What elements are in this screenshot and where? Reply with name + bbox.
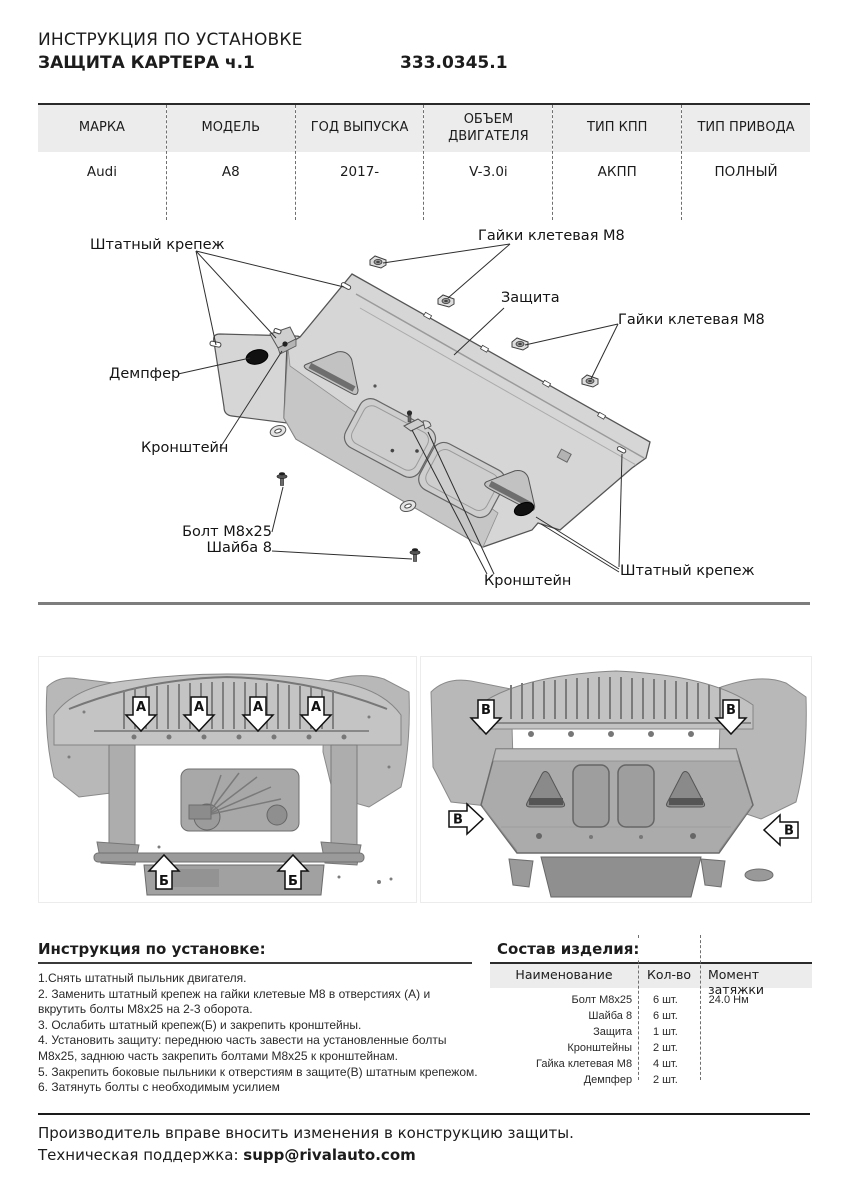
part-name: Кронштейны: [567, 1042, 633, 1054]
spec-value: АКПП: [597, 164, 637, 180]
arrow-a-label: А: [252, 700, 264, 715]
part-qty: 2 шт.: [652, 1042, 678, 1054]
part-name: Болт М8х25: [571, 994, 633, 1006]
spec-value: 2017-: [339, 164, 380, 180]
bolt-m8-part: [410, 548, 420, 561]
parts-rule: [490, 962, 812, 964]
spec-value: V-3.0i: [469, 164, 508, 180]
section-divider: [38, 602, 810, 605]
bolt-m8-part: [277, 472, 287, 485]
parts-row: [490, 1024, 812, 1040]
bumper-beam: [54, 674, 401, 745]
arrow-a-label: А: [135, 700, 147, 715]
product-title: ЗАЩИТА КАРТЕРА ч.1: [38, 53, 255, 73]
label-bracket-center: Кронштейн: [484, 573, 572, 589]
spec-header: ОБЪЕМ ДВИГАТЕЛЯ: [424, 105, 552, 152]
arrow-a-label: А: [193, 700, 205, 715]
spec-column-drive: [681, 105, 810, 220]
cage-nut: [582, 375, 598, 387]
underbody-photo-after: [421, 657, 811, 902]
part-torque: 24.0 Нм: [708, 994, 749, 1006]
installation-instructions: [38, 940, 480, 1096]
spec-column-gearbox: [552, 105, 681, 220]
spec-column-model: [166, 105, 295, 220]
spec-header: МАРКА: [38, 105, 166, 152]
parts-header-qty: Кол-во: [646, 967, 692, 982]
arrow-v-label: В: [784, 823, 794, 839]
label-bolt-washer: [182, 524, 272, 556]
spec-value: A8: [221, 164, 240, 180]
exhaust-parts: [541, 857, 701, 897]
instruction-step: 2. Заменить штатный крепеж на гайки клетевые М8 в отверстиях (А) и вкрутить болты М8х25 на 2-3 оборота.: [38, 986, 431, 1017]
part-qty: 6 шт.: [652, 1010, 678, 1022]
support-email[interactable]: supp@rivalauto.com: [243, 1146, 416, 1164]
part-name: Защита: [593, 1026, 633, 1038]
instruction-step: 6. Затянуть болты с необходимым усилием: [38, 1080, 280, 1095]
spec-column-engine: [423, 105, 552, 220]
support-label: Техническая поддержка:: [38, 1146, 239, 1164]
cage-nut: [512, 338, 528, 350]
label-standard-fastener-bottom: Штатный крепеж: [620, 563, 755, 579]
label-bracket-left: Кронштейн: [141, 440, 229, 456]
label-washer: Шайба 8: [206, 540, 272, 556]
bumper-beam: [479, 671, 753, 729]
spec-header: ТИП ПРИВОДА: [682, 105, 810, 152]
cage-nut: [438, 295, 454, 307]
label-cage-nuts-right: Гайки клетевая М8: [618, 312, 765, 328]
skid-plate-drawing: [38, 218, 810, 602]
part-qty: 6 шт.: [652, 994, 678, 1006]
parts-title: Состав изделия:: [497, 940, 643, 958]
instruction-step: 3. Ослабить штатный крепеж(Б) и закрепить кронштейны.: [38, 1017, 362, 1032]
underbody-photo-before: [39, 657, 416, 902]
part-qty: 1 шт.: [652, 1026, 678, 1038]
product-title-row: [38, 53, 810, 73]
arrow-b-label: Б: [288, 874, 298, 889]
shelf-bolts: [528, 731, 694, 737]
parts-row: [490, 992, 812, 1008]
label-damper: Демпфер: [109, 366, 181, 382]
arrow-b-label: Б: [159, 874, 169, 889]
debris: [745, 869, 773, 881]
spec-value: Audi: [86, 164, 117, 180]
document-header: [38, 30, 810, 73]
left-under-part: [509, 859, 533, 887]
spec-header: ТИП КПП: [553, 105, 681, 152]
part-qty: 4 шт.: [652, 1058, 678, 1070]
exploded-view-diagram: [38, 218, 810, 602]
part-name: Шайба 8: [588, 1010, 633, 1022]
spec-column-year: [295, 105, 424, 220]
instruction-step: 5. Закрепить боковые пыльники к отверстиям в защите(В) штатным крепежом.: [38, 1064, 478, 1079]
instructions-rule: [38, 962, 472, 964]
spec-column-brand: [38, 105, 166, 220]
left-strut: [109, 745, 135, 850]
label-cage-nuts-top: Гайки клетевая М8: [478, 228, 625, 244]
label-standard-fastener-top: Штатный крепеж: [90, 237, 225, 253]
installed-skid-plate: [481, 749, 753, 863]
cage-nut: [370, 256, 386, 268]
arrow-v-label: В: [726, 703, 736, 718]
arrow-v-label: В: [481, 703, 491, 718]
photo-installed-shield: [420, 656, 812, 903]
spec-header: МОДЕЛЬ: [167, 105, 295, 152]
instructions-title: Инструкция по установке:: [38, 940, 266, 958]
parts-row: [490, 1056, 812, 1072]
spec-header: ГОД ВЫПУСКА: [296, 105, 424, 152]
parts-header-torque: Момент затяжки: [708, 967, 765, 997]
arrow-v-label: В: [453, 812, 463, 828]
part-name: Гайка клетевая М8: [535, 1058, 633, 1070]
instructions-steps: [38, 971, 480, 1096]
parts-header-name: Наименование: [515, 967, 613, 982]
right-strut: [331, 745, 357, 850]
doc-type-title: ИНСТРУКЦИЯ ПО УСТАНОВКЕ: [38, 30, 303, 50]
part-number: 333.0345.1: [400, 53, 508, 73]
right-under-part: [701, 859, 725, 887]
disclaimer-text: Производитель вправе вносить изменения в конструкцию защиты.: [38, 1124, 574, 1142]
photo-mount-points-ab: [38, 656, 417, 903]
parts-rows: [490, 992, 812, 1088]
arrow-a-label: А: [310, 700, 322, 715]
parts-row: [490, 1072, 812, 1088]
engine-oil-pan: [181, 769, 299, 831]
part-name: Демпфер: [583, 1074, 633, 1086]
part-qty: 2 шт.: [652, 1074, 678, 1086]
document-footer: [38, 1113, 810, 1164]
vehicle-spec-table: [38, 103, 810, 220]
spec-value: ПОЛНЫЙ: [714, 164, 778, 180]
label-shield: Защита: [501, 290, 560, 306]
parts-row: [490, 1040, 812, 1056]
instruction-step: 1.Снять штатный пыльник двигателя.: [38, 971, 247, 985]
footer-rule: [38, 1113, 810, 1115]
instruction-step: 4. Установить защиту: переднюю часть завести на установленные болты М8х25, заднюю часть закрепить болтами М8х25 к кронштейнам.: [38, 1033, 447, 1063]
support-line: [38, 1146, 810, 1164]
crossmember: [94, 853, 364, 862]
label-bolt: Болт М8х25: [182, 524, 272, 540]
parts-row: [490, 1008, 812, 1024]
parts-list: [490, 935, 812, 1085]
